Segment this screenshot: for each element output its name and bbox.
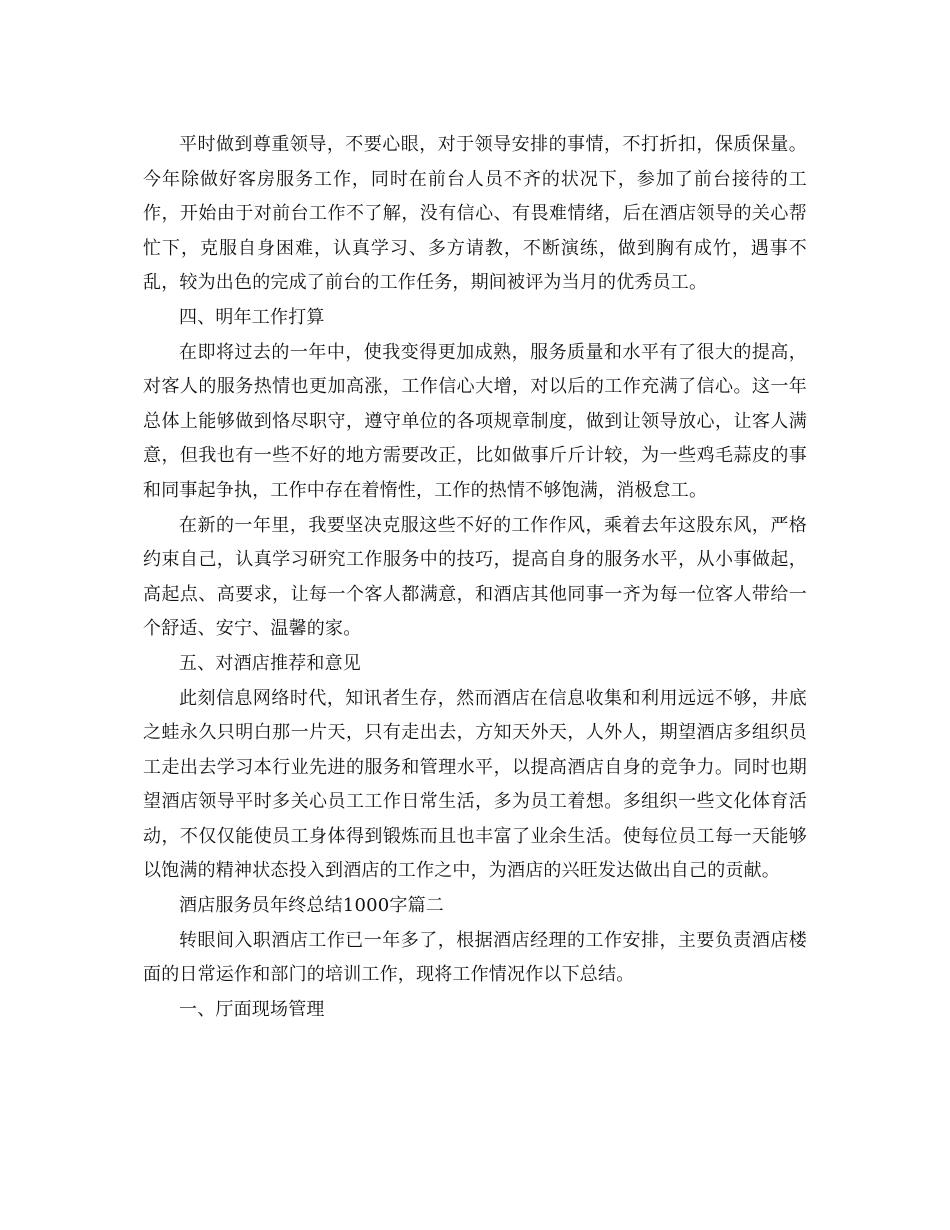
paragraph-past-year-reflection: 在即将过去的一年中，使我变得更加成熟，服务质量和水平有了很大的提高，对客人的服务热情也更加高涨，工作信心大增，对以后的工作充满了信心。这一年总体上能够做到恪尽职守，遵守单位的各项规章制度，做到让领导放心，让客人满意，但我也有一些不好的地方需要改正，比如做事斤斤计较，为一些鸡毛蒜皮的事和同事起争执，工作中存在着惰性，工作的热情不够饱满，消极怠工。 <box>143 341 807 501</box>
document-body <box>143 128 807 1027</box>
paragraph-hotel-suggestions: 此刻信息网络时代，知讯者生存，然而酒店在信息收集和利用远远不够，井底之蛙永久只明白那一片天，只有走出去，方知天外天，人外人，期望酒店多组织员工走出去学习本行业先进的服务和管理水平，以提高酒店自身的竞争力。同时也期望酒店领导平时多关心员工工作日常生活，多为员工着想。多组织一些文化体育活动，不仅仅能使员工身体得到锻炼而且也丰富了业余生活。使每位员工每一天能够以饱满的精神状态投入到酒店的工作之中，为酒店的兴旺发达做出自己的贡献。 <box>143 687 807 882</box>
section-heading-suggestions: 五、对酒店推荐和意见 <box>179 652 361 674</box>
section-heading-floor-management: 一、厅面现场管理 <box>179 998 325 1020</box>
paragraph-part-two-intro: 转眼间入职酒店工作已一年多了，根据酒店经理的工作安排，主要负责酒店楼面的日常运作和部门的培训工作，现将工作情况作以下总结。 <box>143 929 807 986</box>
section-heading-next-year-plan: 四、明年工作打算 <box>179 306 325 328</box>
paragraph-new-year-resolution: 在新的一年里，我要坚决克服这些不好的工作作风，乘着去年这股东风，严格约束自己，认真学习研究工作服务中的技巧，提高自身的服务水平，从小事做起，高起点、高要求，让每一个客人都满意，和酒店其他同事一齐为每一位客人带给一个舒适、安宁、温馨的家。 <box>143 514 807 640</box>
paragraph-leadership-respect: 平时做到尊重领导，不要心眼，对于领导安排的事情，不打折扣，保质保量。今年除做好客房服务工作，同时在前台人员不齐的状况下，参加了前台接待的工作，开始由于对前台工作不了解，没有信心、有畏难情绪，后在酒店领导的关心帮忙下，克服自身困难，认真学习、多方请教，不断演练，做到胸有成竹，遇事不乱，较为出色的完成了前台的工作任务，期间被评为当月的优秀员工。 <box>143 134 807 294</box>
article-title-part-two: 酒店服务员年终总结1000字篇二 <box>179 895 445 917</box>
